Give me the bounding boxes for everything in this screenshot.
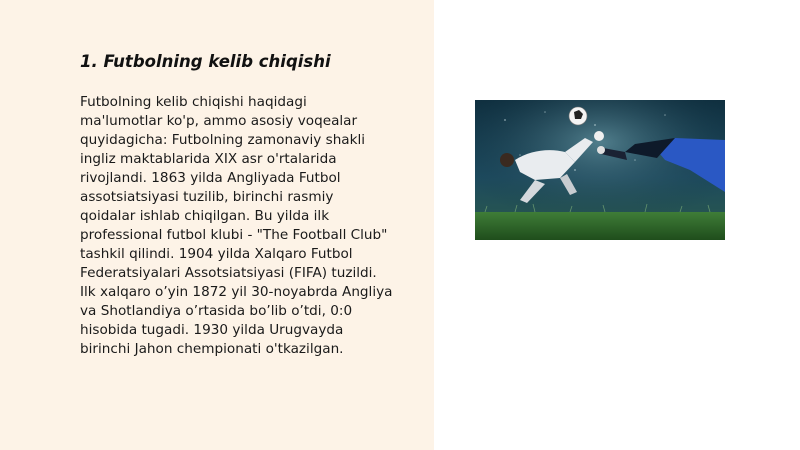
body-line: va Shotlandiya o’rtasida bo’lib o’tdi, 0:0 xyxy=(80,303,353,319)
body-line: tashkil qilindi. 1904 yilda Xalqaro Futbol xyxy=(80,246,353,262)
football-photo xyxy=(475,100,725,240)
body-line: rivojlandi. 1863 yilda Angliyada Futbol xyxy=(80,170,341,186)
body-line: Ilk xalqaro o’yin 1872 yil 30-noyabrda Angliya xyxy=(80,284,393,300)
body-line: Federatsiyalari Assotsiatsiyasi (FIFA) tuzildi. xyxy=(80,265,377,281)
body-line: ma'lumotlar ko'p, ammo asosiy voqealar xyxy=(80,113,358,129)
body-line: ingliz maktablarida XIX asr o'rtalarida xyxy=(80,151,337,167)
body-line: Futbolning kelib chiqishi haqidagi xyxy=(80,94,307,110)
slide-body-text xyxy=(80,93,428,359)
slide-title: 1. Futbolning kelib chiqishi xyxy=(80,52,331,71)
body-line: hisobida tugadi. 1930 yilda Urugvayda xyxy=(80,322,344,338)
body-line: qoidalar ishlab chiqilgan. Bu yilda ilk xyxy=(80,208,330,224)
body-line: professional futbol klubi - "The Football Club" xyxy=(80,227,388,243)
body-line: quyidagicha: Futbolning zamonaviy shakli xyxy=(80,132,366,148)
body-line: birinchi Jahon chempionati o'tkazilgan. xyxy=(80,341,344,357)
body-line: assotsiatsiyasi tuzilib, birinchi rasmiy xyxy=(80,189,334,205)
